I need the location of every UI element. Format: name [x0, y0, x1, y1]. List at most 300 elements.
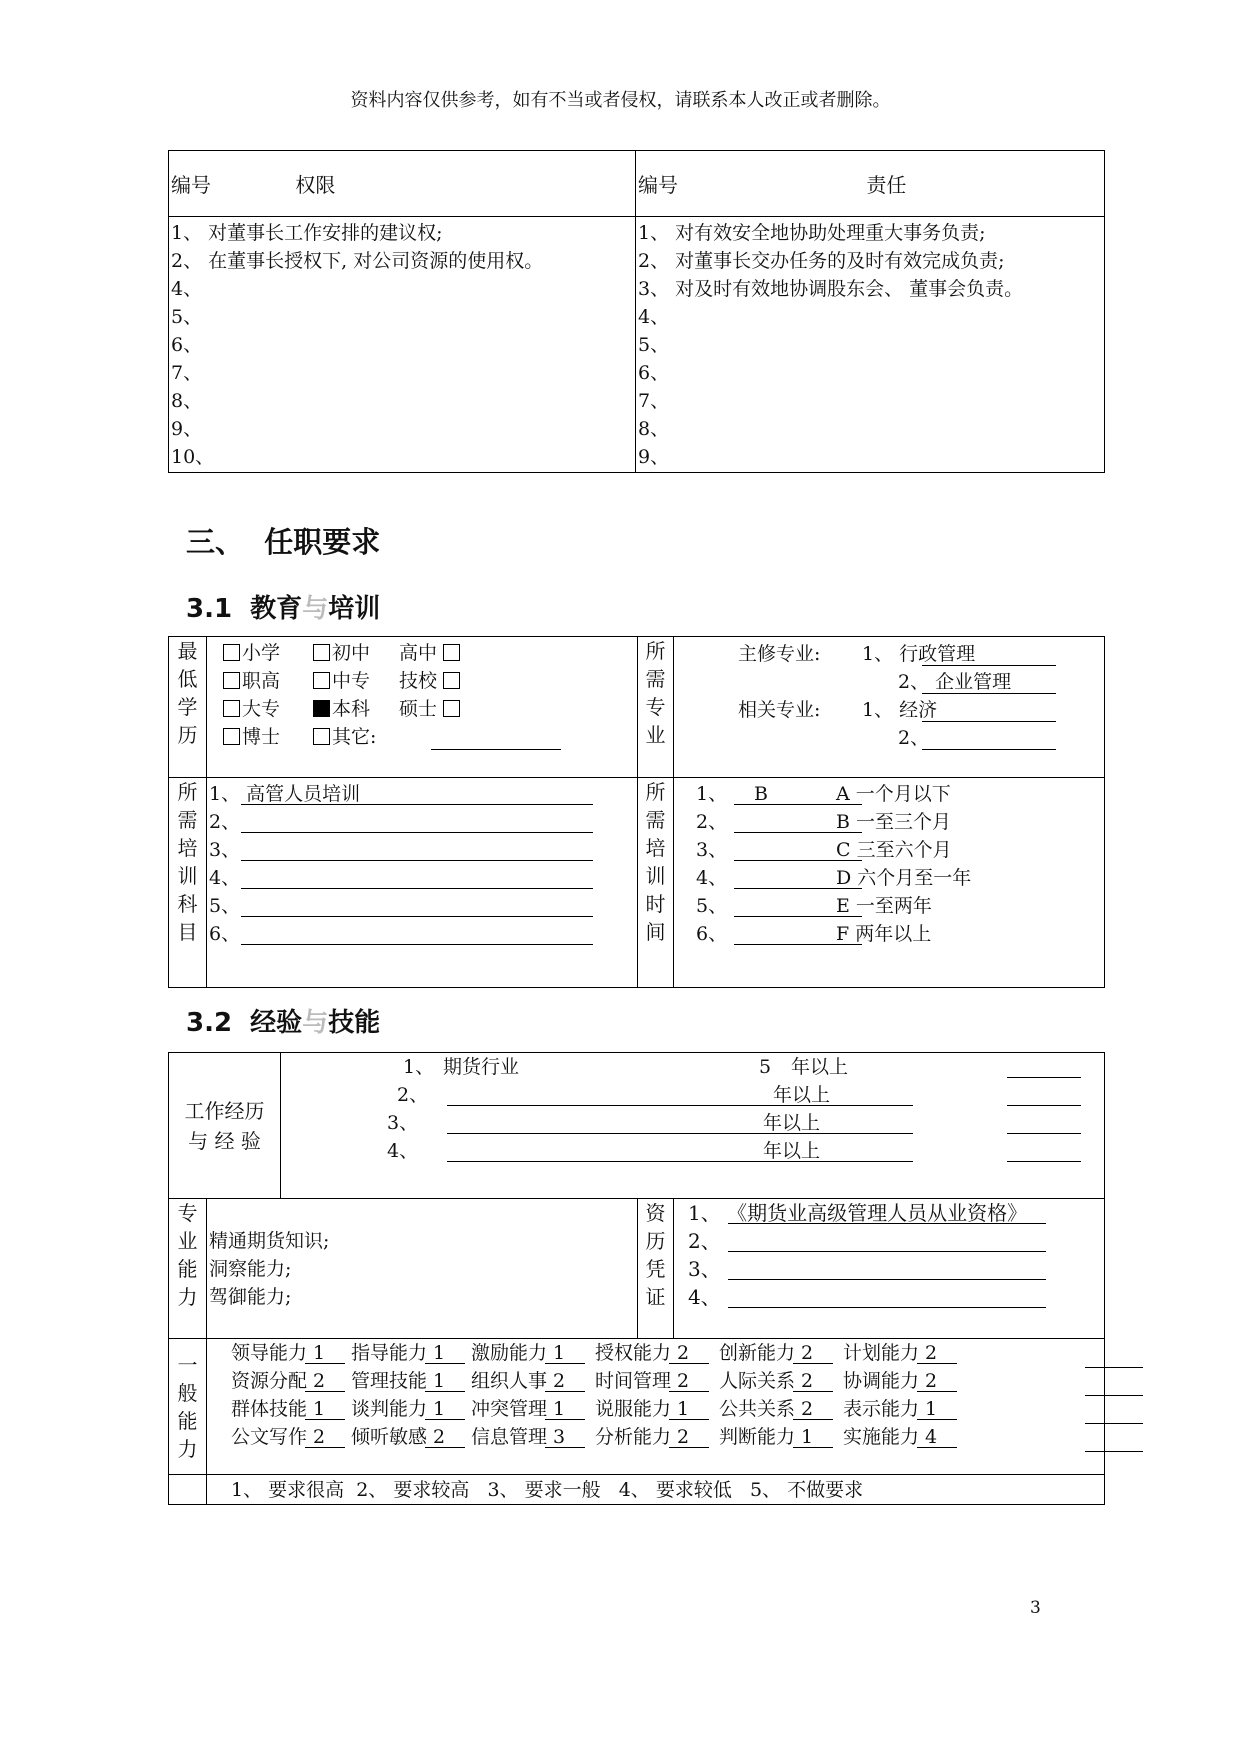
sec32-text-a: 经验 [250, 1008, 303, 1038]
main-major-2-line [922, 693, 1056, 694]
general-ability-name: 判断能力 [719, 1426, 796, 1448]
experience-num: 4、 [387, 1140, 419, 1162]
general-ability-score: 1 [433, 1342, 446, 1364]
training-item [209, 780, 629, 808]
training-time-num: 1、 [696, 783, 728, 805]
general-ability [595, 1367, 689, 1395]
certificate-row [688, 1227, 1098, 1255]
authority-list [169, 217, 636, 473]
general-ability [471, 1339, 565, 1367]
general-ability-line [669, 1447, 709, 1448]
general-ability-score: 2 [801, 1370, 814, 1392]
general-ability [471, 1395, 565, 1423]
general-ability [595, 1423, 689, 1451]
general-ability-score: 1 [553, 1398, 566, 1420]
responsibility-item: 7、 [638, 390, 670, 412]
experience-field-line [447, 1105, 913, 1106]
sec31-text-c: 培训 [328, 594, 381, 624]
auth-head-left [169, 151, 636, 217]
training-time [674, 778, 1105, 988]
general-ability-score: 2 [433, 1426, 446, 1448]
training-time-num: 3、 [696, 839, 728, 861]
edu-option-label: 技校 [399, 670, 438, 692]
general-ability-score: 1 [313, 1342, 326, 1364]
section-title-experience [186, 1002, 380, 1039]
general-ability-score: 2 [313, 1426, 326, 1448]
general-ability [843, 1423, 937, 1451]
main-major-1-line [922, 665, 1056, 666]
checkbox-icon[interactable] [313, 728, 330, 745]
general-ability [351, 1423, 445, 1451]
professional-label-char: 力 [177, 1285, 198, 1309]
authority-items [169, 219, 635, 471]
general-ability-line [305, 1363, 345, 1364]
general-ability-line [917, 1363, 957, 1364]
education-table [168, 636, 1105, 988]
cert-label-char: 证 [645, 1285, 666, 1309]
professional-label-char: 专 [177, 1201, 198, 1225]
training-label-char: 培 [177, 836, 198, 860]
experience-num: 3、 [387, 1112, 419, 1134]
general-ability-line [425, 1391, 465, 1392]
general-ability-score: 3 [553, 1426, 566, 1448]
certificate-text: 2、 [688, 1229, 721, 1253]
general-ability [231, 1367, 325, 1395]
general-ability [351, 1367, 445, 1395]
general-ability [719, 1339, 813, 1367]
time-label-char: 时 [645, 892, 666, 916]
edu-option[interactable] [313, 695, 370, 723]
training-item-text: 1、 高管人员培训 [209, 783, 361, 805]
experience-label-line1: 工作经历 [184, 1098, 265, 1123]
experience-field-line [447, 1161, 913, 1162]
edu-option-label: 硕士 [399, 698, 438, 720]
general-ability-name: 激励能力 [471, 1342, 548, 1364]
general-ability-name: 公文写作 [231, 1426, 308, 1448]
general-ability-row [231, 1423, 991, 1451]
training-item-line [241, 944, 593, 945]
general-ability-score: 2 [801, 1342, 814, 1364]
general-ability-score: 1 [313, 1398, 326, 1420]
general-ability-name: 公共关系 [719, 1398, 796, 1420]
general-ability [351, 1395, 445, 1423]
general-ability-name: 创新能力 [719, 1342, 796, 1364]
experience-label [169, 1053, 281, 1199]
general-ability-line [793, 1419, 833, 1420]
major-label-char: 需 [645, 667, 666, 691]
general-ability [595, 1395, 689, 1423]
rating-legend-text: 1、 要求很高 2、 要求较高 3、 要求一般 4、 要求较低 5、 不做要求 [231, 1478, 864, 1501]
gen-extra-line-1 [1085, 1367, 1143, 1368]
experience-extra-line [1007, 1133, 1081, 1134]
experience-suffix: 年以上 [763, 1140, 821, 1162]
experience-suffix: 年以上 [791, 1056, 849, 1078]
general-ability-name: 管理技能 [351, 1370, 428, 1392]
training-time-option: B 一至三个月 [836, 811, 952, 833]
certificate-text: 1、 《期货业高级管理人员从业资格》 [688, 1201, 1028, 1225]
general-ability-score: 2 [925, 1342, 938, 1364]
professional-label [169, 1199, 207, 1339]
training-time-items [696, 780, 1096, 948]
auth-head-left-num: 编号 [171, 173, 211, 197]
legend-spacer [169, 1475, 207, 1505]
training-items [209, 780, 629, 948]
general-ability-name: 指导能力 [351, 1342, 428, 1364]
general-ability-line [917, 1447, 957, 1448]
certificates [674, 1199, 1105, 1339]
authority-item: 6、 [171, 334, 203, 356]
responsibility-item: 2、 对董事长交办任务的及时有效完成负责; [638, 250, 1005, 272]
general-ability-score: 2 [677, 1426, 690, 1448]
training-label-char: 科 [177, 892, 198, 916]
major-label-char: 所 [645, 639, 666, 663]
training-label-char: 需 [177, 808, 198, 832]
cert-label-char: 历 [645, 1229, 666, 1253]
training-label-char: 训 [177, 864, 198, 888]
edu-option[interactable] [313, 639, 370, 667]
general-ability-score: 2 [313, 1370, 326, 1392]
edu-label-char: 历 [177, 723, 198, 747]
training-item [209, 920, 629, 948]
training-item-line [241, 804, 593, 805]
general-ability-name: 信息管理 [471, 1426, 548, 1448]
authority-item: 10、 [171, 446, 215, 468]
general-ability-name: 群体技能 [231, 1398, 308, 1420]
general-ability [471, 1423, 565, 1451]
training-label-char: 目 [177, 920, 198, 944]
training-item-text: 5、 [209, 895, 241, 917]
general-ability-line [793, 1447, 833, 1448]
general-ability-line [669, 1391, 709, 1392]
certificate-line [728, 1279, 1046, 1280]
checkbox-icon[interactable] [313, 672, 330, 689]
training-time-num: 5、 [696, 895, 728, 917]
experience-extra-line [1007, 1105, 1081, 1106]
checkbox-icon[interactable] [313, 644, 330, 661]
sec32-text-b: 与 [302, 1008, 329, 1038]
major-options [674, 637, 1105, 778]
main-major-label: 主修专业: [738, 643, 821, 665]
cert-label-char: 凭 [645, 1257, 666, 1281]
general-ability-line [545, 1419, 585, 1420]
training-time-option: C 三至六个月 [836, 839, 952, 861]
experience-field-line [447, 1133, 913, 1134]
experience-num: 2、 [397, 1084, 429, 1106]
major-label-char: 专 [645, 695, 666, 719]
training-subjects [207, 778, 638, 988]
header-disclaimer: 资料内容仅供参考，如有不当或者侵权，请联系本人改正或者删除。 [350, 90, 891, 111]
edu-option-label: 高中 [399, 642, 438, 664]
training-item-line [241, 860, 593, 861]
general-ability-score: 2 [553, 1370, 566, 1392]
gen-extra-line-2 [1085, 1395, 1143, 1396]
auth-head-right-num: 编号 [638, 173, 678, 197]
time-label-char: 训 [645, 864, 666, 888]
training-item [209, 864, 629, 892]
edu-option-label: 职高 [242, 670, 281, 692]
main-major-1: 1、 行政管理 [862, 643, 976, 665]
main-major-2: 2、 企业管理 [898, 671, 1012, 693]
training-time-num: 2、 [696, 811, 728, 833]
experience-extra-line [1007, 1077, 1081, 1078]
cert-label-char: 资 [645, 1201, 666, 1225]
responsibility-item: 4、 [638, 306, 670, 328]
general-ability-name: 资源分配 [231, 1370, 308, 1392]
responsibility-item: 5、 [638, 334, 670, 356]
gen-extra-line-3 [1085, 1423, 1143, 1424]
training-time-option: F 两年以上 [836, 923, 932, 945]
training-item-text: 2、 [209, 811, 241, 833]
experience-years: 5 [759, 1056, 772, 1078]
general-ability-name: 组织人事 [471, 1370, 548, 1392]
edu-option[interactable] [223, 639, 280, 667]
experience-rows [281, 1053, 1105, 1199]
general-ability-name: 分析能力 [595, 1426, 672, 1448]
training-time-label [638, 778, 674, 988]
general-ability-line [545, 1391, 585, 1392]
edu-option[interactable] [313, 723, 376, 751]
sec32-number: 3.2 [186, 1008, 233, 1038]
edu-option-label: 初中 [332, 642, 371, 664]
general-ability-score: 2 [925, 1370, 938, 1392]
general-ability-name: 计划能力 [843, 1342, 920, 1364]
edu-label-char: 学 [177, 695, 198, 719]
responsibility-item: 9、 [638, 446, 670, 468]
authority-item: 7、 [171, 362, 203, 384]
time-label-char: 间 [645, 920, 666, 944]
certificate-line [728, 1251, 1046, 1252]
experience-suffix: 年以上 [763, 1112, 821, 1134]
general-ability [719, 1423, 813, 1451]
training-item-line [241, 888, 593, 889]
related-major-2-line [922, 749, 1056, 750]
checkbox-icon[interactable] [223, 644, 240, 661]
general-ability-line [669, 1419, 709, 1420]
authority-item: 4、 [171, 278, 203, 300]
general-ability-line [793, 1363, 833, 1364]
general-ability [719, 1395, 813, 1423]
training-label [169, 778, 207, 988]
authority-item: 8、 [171, 390, 203, 412]
edu-other-line [431, 749, 561, 750]
certificate-text: 4、 [688, 1285, 721, 1309]
general-ability-line [917, 1391, 957, 1392]
general-ability [843, 1395, 937, 1423]
sec31-text-a: 教育 [250, 594, 303, 624]
experience-row [281, 1137, 1101, 1165]
training-item-line [241, 832, 593, 833]
general-ability-score: 1 [677, 1398, 690, 1420]
general-ability [471, 1367, 565, 1395]
general-ability [843, 1339, 937, 1367]
edu-label-char: 低 [177, 667, 198, 691]
related-major-1: 1、 经济 [862, 699, 938, 721]
sec31-number: 3.1 [186, 594, 233, 624]
edu-option-label: 大专 [242, 698, 281, 720]
authority-item: 9、 [171, 418, 203, 440]
auth-head-right-title: 责任 [866, 173, 907, 197]
edu-option-label: 博士 [242, 726, 281, 748]
experience-table [168, 1052, 1105, 1199]
general-label-char: 一 [177, 1352, 198, 1377]
edu-option[interactable] [223, 667, 280, 695]
major-label [638, 637, 674, 778]
professional-label-char: 能 [177, 1257, 198, 1281]
related-major-2: 2、 [898, 727, 930, 749]
edu-label [169, 637, 207, 778]
experience-row [281, 1053, 1101, 1081]
experience-label-line2: 与 经 验 [188, 1128, 261, 1153]
general-ability-line [669, 1363, 709, 1364]
checkbox-icon[interactable] [223, 672, 240, 689]
related-major-1-line [922, 721, 1056, 722]
general-ability-line [545, 1363, 585, 1364]
general-ability-name: 实施能力 [843, 1426, 920, 1448]
section-title-education [186, 588, 380, 625]
auth-head-right [636, 151, 1105, 217]
edu-option-label: 其它: [332, 726, 377, 748]
edu-label-char: 最 [177, 639, 198, 663]
training-time-row [696, 780, 1096, 808]
responsibility-item: 3、 对及时有效地协调股东会、 董事会负责。 [638, 278, 1024, 300]
general-ability-line [545, 1447, 585, 1448]
experience-extra-line [1007, 1161, 1081, 1162]
training-time-row [696, 808, 1096, 836]
general-ability-score: 2 [677, 1370, 690, 1392]
general-ability [231, 1339, 325, 1367]
experience-field: 期货行业 [443, 1056, 520, 1078]
responsibility-list [636, 217, 1105, 473]
general-ability-score: 1 [553, 1342, 566, 1364]
checkbox-icon[interactable] [223, 700, 240, 717]
training-time-row [696, 892, 1096, 920]
general-ability-name: 人际关系 [719, 1370, 796, 1392]
general-ability-score: 1 [433, 1398, 446, 1420]
general-label-char: 能 [177, 1408, 198, 1433]
training-label-char: 所 [177, 780, 198, 804]
edu-option-label: 中专 [332, 670, 371, 692]
general-ability-score: 1 [925, 1398, 938, 1420]
certificate-row [688, 1283, 1098, 1311]
experience-row [281, 1081, 1101, 1109]
section-title-requirements: 三、 任职要求 [186, 525, 381, 559]
training-item-text: 6、 [209, 923, 241, 945]
general-ability-score: 1 [433, 1370, 446, 1392]
gen-extra-line-4 [1085, 1451, 1143, 1452]
training-time-row [696, 864, 1096, 892]
training-time-row [696, 836, 1096, 864]
general-label [169, 1339, 207, 1475]
general-ability-line [917, 1419, 957, 1420]
general-ability-score: 4 [925, 1426, 938, 1448]
general-ability-name: 冲突管理 [471, 1398, 548, 1420]
checkbox-icon[interactable] [443, 644, 460, 661]
professional-item: 驾御能力; [209, 1285, 292, 1308]
general-ability-score: 2 [801, 1398, 814, 1420]
authority-item: 1、 对董事长工作安排的建议权; [171, 222, 443, 244]
responsibility-items [636, 219, 1104, 471]
checkbox-icon[interactable] [313, 700, 330, 717]
training-time-num: 6、 [696, 923, 728, 945]
checkbox-icon[interactable] [443, 672, 460, 689]
general-ability-name: 时间管理 [595, 1370, 672, 1392]
general-ability-line [793, 1391, 833, 1392]
training-time-option: E 一至两年 [836, 895, 932, 917]
edu-option[interactable] [399, 639, 460, 667]
training-item [209, 892, 629, 920]
general-ability [231, 1423, 325, 1451]
time-label-char: 所 [645, 780, 666, 804]
certificate-line [728, 1307, 1046, 1308]
general-ability-line [425, 1419, 465, 1420]
training-item-text: 3、 [209, 839, 241, 861]
general-ability-row [231, 1367, 991, 1395]
training-time-selected: B [754, 783, 768, 805]
general-ability [595, 1339, 689, 1367]
professional-item: 洞察能力; [209, 1257, 292, 1280]
time-label-char: 培 [645, 836, 666, 860]
skills-table [168, 1198, 1105, 1505]
authority-table [168, 150, 1105, 473]
general-abilities [207, 1339, 1105, 1475]
general-ability-name: 授权能力 [595, 1342, 672, 1364]
checkbox-icon[interactable] [443, 700, 460, 717]
general-ability [843, 1367, 937, 1395]
training-item-line [241, 916, 593, 917]
edu-option[interactable] [223, 723, 280, 751]
time-label-char: 需 [645, 808, 666, 832]
responsibility-item: 6、 [638, 362, 670, 384]
page-number: 3 [1030, 1598, 1041, 1618]
general-ability-name: 倾听敏感 [351, 1426, 428, 1448]
general-ability-line [425, 1447, 465, 1448]
general-ability-name: 协调能力 [843, 1370, 920, 1392]
general-ability-score: 2 [677, 1342, 690, 1364]
professional-items [209, 1227, 637, 1311]
sec31-text-b: 与 [302, 594, 329, 624]
general-ability-line [425, 1363, 465, 1364]
certificate-row [688, 1255, 1098, 1283]
experience-suffix: 年以上 [773, 1084, 831, 1106]
edu-option[interactable] [399, 695, 460, 723]
certificate-row [688, 1199, 1098, 1227]
rating-legend [207, 1475, 1105, 1505]
general-ability-name: 表示能力 [843, 1398, 920, 1420]
general-ability-line [305, 1419, 345, 1420]
edu-option-label: 小学 [242, 642, 281, 664]
general-ability [351, 1339, 445, 1367]
checkbox-icon[interactable] [223, 728, 240, 745]
general-ability [719, 1367, 813, 1395]
general-ability [231, 1395, 325, 1423]
training-item-text: 4、 [209, 867, 241, 889]
general-label-char: 般 [177, 1380, 198, 1405]
edu-option[interactable] [399, 667, 460, 695]
experience-num: 1、 [403, 1056, 435, 1078]
certificate-items [688, 1199, 1098, 1311]
sec32-text-c: 技能 [328, 1008, 381, 1038]
experience-row [281, 1109, 1101, 1137]
cert-label [638, 1199, 674, 1339]
authority-item: 2、 在董事长授权下, 对公司资源的使用权。 [171, 250, 544, 272]
general-ability-line [305, 1391, 345, 1392]
training-time-num: 4、 [696, 867, 728, 889]
edu-option[interactable] [313, 667, 370, 695]
edu-option[interactable] [223, 695, 280, 723]
responsibility-item: 8、 [638, 418, 670, 440]
training-time-option: D 六个月至一年 [836, 867, 972, 889]
responsibility-item: 1、 对有效安全地协助处理重大事务负责; [638, 222, 986, 244]
